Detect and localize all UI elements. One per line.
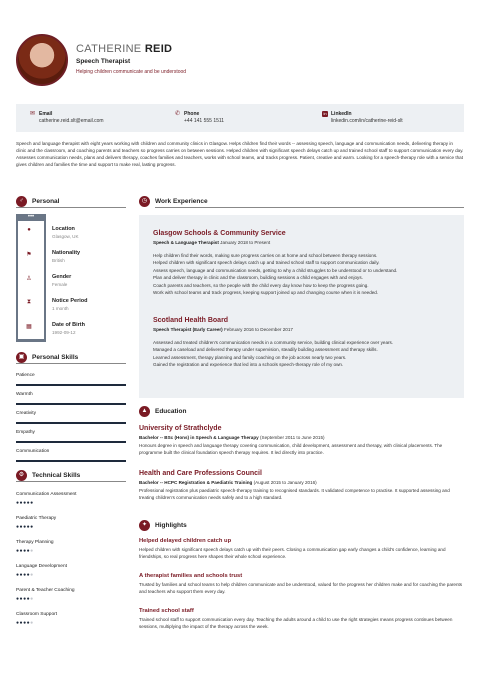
contact-email-label: Email	[39, 111, 53, 117]
phone-link[interactable]: +44 141 555 1511	[184, 118, 225, 124]
first-name: CATHERINE	[76, 43, 142, 55]
personal-date-of-birth	[26, 322, 85, 335]
job-role: Speech Therapist	[76, 58, 131, 65]
job-line: Coach parents and teachers, so the people with the child every day know how to keep the progress going.	[153, 282, 369, 288]
rating-dot-filled: ●	[19, 596, 24, 602]
personal-skills-title: Personal Skills	[32, 354, 79, 361]
rating-dot-filled: ●	[23, 548, 27, 554]
last-name: REID	[144, 43, 173, 55]
contact-band	[16, 104, 464, 132]
skill-rating	[16, 548, 126, 554]
profile-summary: Speech and language therapist with eight years working with children and community clinics in Glasgow. Helps children find their words -- assessing speech, language and communication needs, delivering therapy in clinic and the classroom, and coaching parents and teachers so progress carries on between sessions. Helped children with significant speech delays catch up and trained school staff to support communication every day. Assesses communication needs, plans and delivers therapy, coaches families and teachers, works with school teams, and tracks progress. Patient, creative and warm. Looking for a speech-therapy role with a service that gives children and families the time and support to make real, lasting progress.	[16, 141, 464, 167]
skill-name: Empathy	[16, 430, 35, 435]
skill-name: Therapy Planning	[16, 540, 54, 545]
skill-name: Communication Assessment	[16, 492, 77, 497]
contact-phone-label: Phone	[184, 111, 200, 117]
rating-dot-filled: ●	[26, 500, 31, 506]
skill-rating	[16, 500, 126, 506]
tools-icon: ⚙	[16, 470, 27, 481]
skill-name: Patience	[16, 373, 35, 378]
job-description	[153, 252, 458, 296]
technical-skill-item	[16, 588, 126, 602]
rating-dot-filled: ●	[26, 524, 31, 530]
personal-label: Location	[52, 226, 75, 232]
highlight-item	[139, 573, 464, 596]
technical-skills-title: Technical Skills	[32, 472, 81, 479]
education-meta	[139, 480, 464, 485]
job-description	[153, 339, 458, 369]
skill-name: Communication	[16, 449, 50, 454]
dots-icon: •••	[27, 214, 35, 220]
personal-value: Glasgow, UK	[52, 234, 79, 239]
skill-name: Parent & Teacher Coaching	[16, 588, 75, 593]
personal-value: Female	[52, 282, 68, 287]
experience-section-title: Work Experience	[155, 198, 208, 205]
divider	[16, 363, 126, 364]
skill-name: Paediatric Therapy	[16, 516, 57, 521]
highlights-section-title: Highlights	[155, 522, 187, 529]
flag-icon: ⚑	[26, 252, 32, 258]
rating-dot-filled: ●	[23, 500, 27, 506]
skill-name: Warmth	[16, 392, 33, 397]
experience-card	[139, 215, 464, 398]
briefcase-icon: ▣	[16, 352, 27, 363]
skill-bar	[16, 422, 126, 424]
personal-value: 1992-09-12	[52, 330, 76, 335]
education-section-title: Education	[155, 408, 187, 415]
rating-dot-filled: ●	[26, 620, 31, 626]
hourglass-icon: ⧗	[26, 299, 32, 305]
experience-section-header	[139, 196, 464, 208]
rating-dot-filled: ●	[26, 572, 31, 578]
tagline: Helping children communicate and be understood	[76, 69, 187, 75]
skill-bar	[16, 384, 126, 386]
contact-linkedin	[322, 111, 403, 124]
personal-label: Date of Birth	[52, 322, 85, 328]
technical-skills-section-header	[16, 470, 126, 482]
technical-skill-item	[16, 564, 126, 578]
divider	[16, 207, 126, 208]
education-item	[139, 425, 464, 457]
linkedin-link[interactable]: linkedin.com/in/catherine-reid-slt	[331, 118, 403, 124]
job-line: Helped children with significant speech delays catch up and trained school staff to support communication daily.	[153, 260, 380, 266]
job-meta	[153, 240, 270, 245]
personal-skills-section-header	[16, 352, 126, 364]
rating-dot-filled: ●	[16, 500, 20, 506]
graduation-cap-icon: ▲	[139, 406, 150, 417]
rating-dot-filled: ●	[19, 620, 24, 626]
education-dates: (August 2015 to January 2016)	[253, 480, 317, 485]
technical-skill-item	[16, 492, 126, 506]
job-dates: February 2016 to December 2017	[223, 327, 293, 332]
job-line: Work with school teams and track progress, keeping support joined up and changing course when it is needed.	[153, 290, 379, 296]
highlight-title: Trained school staff	[139, 608, 194, 614]
highlight-item	[139, 608, 464, 631]
highlight-title: A therapist families and schools trust	[139, 573, 243, 579]
technical-skill-item	[16, 516, 126, 530]
personal-skill-item	[16, 449, 126, 462]
job-line: Learned assessment, therapy planning and family coaching on the job across nearly two years.	[153, 354, 347, 360]
divider	[16, 481, 126, 482]
personal-section-title: Personal	[32, 198, 60, 205]
education-item	[139, 470, 464, 502]
personal-nationality	[26, 250, 81, 263]
personal-location	[27, 226, 79, 239]
rating-dot-filled: ●	[16, 548, 20, 554]
job-title: Speech & Language Therapist	[153, 240, 219, 245]
rating-dot-filled: ●	[16, 620, 20, 626]
job-line: Plan and deliver therapy in clinic and the classroom, building sessions a child engages with and enjoys.	[153, 275, 363, 281]
highlight-item	[139, 538, 464, 561]
rating-dot-filled: ●	[23, 572, 27, 578]
rating-dot-filled: ●	[23, 524, 27, 530]
clock-icon: ◷	[139, 196, 150, 207]
education-dates: (September 2011 to June 2015)	[260, 435, 325, 440]
job-line: Managed a caseload and delivered therapy under supervision, steadily building assessment and therapy skills.	[153, 347, 378, 353]
personal-skill-item	[16, 411, 126, 424]
rating-dot-filled: ●	[30, 524, 34, 530]
personal-notice-period	[26, 298, 88, 311]
rating-dot-filled: ●	[23, 596, 27, 602]
skill-name: Creativity	[16, 411, 36, 416]
contact-email	[30, 111, 104, 124]
personal-label: Nationality	[52, 250, 81, 256]
job-employer: Scotland Health Board	[153, 317, 229, 324]
skill-name: Classroom Support	[16, 612, 58, 617]
personal-skill-item	[16, 373, 126, 386]
job-dates: January 2018 to Present	[220, 240, 271, 245]
rating-dot-empty: ●	[30, 572, 34, 578]
education-school: Health and Care Professions Council	[139, 470, 262, 477]
rating-dot-empty: ●	[30, 596, 34, 602]
avatar	[16, 34, 68, 86]
highlights-section-header	[139, 520, 464, 532]
education-meta	[139, 435, 464, 440]
calendar-icon: ▦	[26, 324, 32, 330]
resume-header	[16, 34, 464, 90]
rating-dot-empty: ●	[30, 620, 34, 626]
skill-name: Language Development	[16, 564, 67, 569]
job-line: Help children find their words, making sure progress carries on at home and school between therapy sessions.	[153, 253, 378, 258]
skill-bar	[16, 460, 126, 462]
personal-gender	[26, 274, 72, 287]
highlight-description: Trusted by families and school teams to help children communicate and be understood, valued for the progress her children make and for coaching the parents and teachers who support them every day.	[139, 582, 463, 595]
skill-rating	[16, 572, 126, 578]
full-name	[76, 43, 172, 55]
rating-dot-filled: ●	[19, 572, 24, 578]
rating-dot-filled: ●	[26, 596, 31, 602]
person-icon: ♙	[26, 276, 32, 282]
personal-label: Gender	[52, 274, 72, 280]
rating-dot-filled: ●	[16, 596, 20, 602]
education-section-header	[139, 406, 464, 418]
personal-section-header	[16, 196, 126, 208]
rating-dot-filled: ●	[16, 572, 20, 578]
contact-linkedin-label: LinkedIn	[331, 111, 352, 117]
rating-dot-filled: ●	[30, 500, 34, 506]
education-school: University of Strathclyde	[139, 425, 222, 432]
highlight-description: Trained school staff to support communication every day. Teaching the adults around a child to use the right strategies means progress continues between sessions, multiplying the impact of the therapy across the week.	[139, 617, 453, 630]
rating-dot-filled: ●	[19, 524, 24, 530]
skill-bar	[16, 403, 126, 405]
personal-label: Notice Period	[52, 298, 88, 304]
gender-icon: ♂	[16, 196, 27, 207]
technical-skill-item	[16, 612, 126, 626]
rating-dot-filled: ●	[26, 548, 31, 554]
education-description: Honours degree in speech and language therapy covering communication, child development, assessment and therapy, with clinical placements. The programme built the clinical foundation speech therapy requires. It led directly into practice.	[139, 443, 443, 456]
star-icon: ✦	[139, 520, 150, 531]
skill-rating	[16, 620, 126, 626]
divider	[155, 207, 464, 208]
highlight-description: Helped children with significant speech delays catch up with their peers. Closing a communication gap early changes a child's confidence, learning and friendships, so real progress here shapes their whole school experience.	[139, 547, 446, 560]
contact-phone	[175, 111, 224, 124]
personal-skill-item	[16, 392, 126, 405]
rating-dot-filled: ●	[16, 524, 20, 530]
phone-icon: ✆	[175, 111, 181, 117]
skill-bar	[16, 441, 126, 443]
job-line: Gained the registration and experience that led into a schools speech-therapy role of my own.	[153, 362, 344, 368]
education-degree: Bachelor -- BSc (Hons) in Speech & Language Therapy	[139, 435, 259, 440]
job-title: Speech Therapist (Early Career)	[153, 327, 223, 332]
skill-rating	[16, 524, 126, 530]
personal-value: 1 month	[52, 306, 69, 311]
email-link[interactable]: catherine.reid.slt@email.com	[39, 118, 104, 124]
job-employer: Glasgow Schools & Community Service	[153, 230, 286, 237]
rating-dot-filled: ●	[19, 548, 24, 554]
education-description: Professional registration plus paediatric speech-therapy training to recognised standards. It validated competence to practise. It supported assessing and treating children's communication needs safely and to a high standard.	[139, 488, 450, 501]
envelope-icon: ✉	[30, 111, 36, 117]
technical-skill-item	[16, 540, 126, 554]
rating-dot-filled: ●	[23, 620, 27, 626]
linkedin-icon: in	[323, 111, 327, 116]
rating-dot-empty: ●	[30, 548, 34, 554]
job-line: Assessed and treated children's communication needs in a community service, building clinical experience over years.	[153, 340, 394, 345]
rating-dot-filled: ●	[19, 500, 24, 506]
map-pin-icon: ●	[27, 227, 31, 233]
education-degree: Bachelor -- HCPC Registration & Paediatric Training	[139, 480, 253, 485]
skill-rating	[16, 596, 126, 602]
job-line: Assess speech, language and communication needs, getting to why a child struggles to be understood or to understand.	[153, 267, 398, 273]
highlight-title: Helped delayed children catch up	[139, 538, 232, 544]
job-meta	[153, 327, 293, 332]
personal-skill-item	[16, 430, 126, 443]
personal-value: British	[52, 258, 65, 263]
